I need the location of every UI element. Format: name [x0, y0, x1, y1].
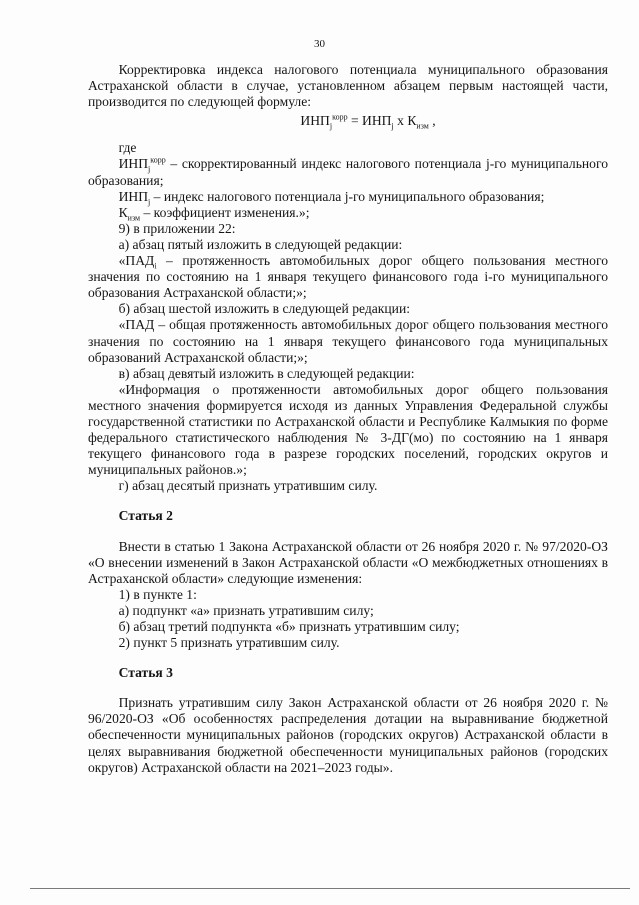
article-3-text: Признать утратившим силу Закон Астраханской области от 26 ноября 2020 г. № 96/2020-ОЗ «Об особенностях распределения дотации на выравнивание бюджетной обеспеченности муниципальных районов (городских округов) Астраханской области в целях выравнивания бюджетной обеспеченности муниципальных районов (городских округов) Астраханской области на 2021–2023 годы».	[88, 695, 608, 775]
quote-b: «ПАД – общая протяженность автомобильных дорог общего пользования местного значения по состоянию на 1 января текущего финансового года муниципальных образований Астраханской области;»;	[88, 317, 608, 365]
quote-a: «$ПАД_i$ – протяженность автомобильных дорог общего пользования местного значения по состоянию на 1 января текущего финансового года i-го муниципального образования Астраханской области;»;	[88, 253, 608, 301]
paragraph-correction: Корректировка индекса налогового потенциала муниципального образования Астраханской области в случае, установленном абзацем первым настоящей части, производится по следующей формуле:	[88, 62, 608, 110]
formula: $ИНП_j^{корр} = ИНП_j$ х $К_{изм}$ ,	[300, 112, 436, 131]
item-9: 9) в приложении 22:	[118, 220, 236, 236]
item-a: а) абзац пятый изложить в следующей редакции:	[118, 236, 403, 252]
where-label: где	[118, 140, 137, 156]
definition-index: $ИНП_j$ – индекс налогового потенциала j-го муниципального образования;	[118, 188, 545, 207]
article-2-intro: Внести в статью 1 Закона Астраханской области от 26 ноября 2020 г. № 97/2020-ОЗ «О внесении изменений в Закон Астраханской области «О межбюджетных отношениях в Астраханской области» следующие изменения:	[88, 538, 608, 586]
definition-corrected-index: $ИНП_j^{корр}$ – скорректированный индекс налогового потенциала j-го муниципального образования;	[88, 155, 608, 188]
bottom-divider	[30, 888, 630, 889]
quote-v: «Информация о протяженности автомобильных дорог общего пользования местного значения формируется исходя из данных Управления Федеральной службы государственной статистики по Астраханской области и Республике Калмыкия по форме федерального статистического наблюдения № 3-ДГ(мо) по состоянию на 1 января текущего финансового года в разрезе городских поселений, городских округов и муниципальных районов.»;	[88, 381, 608, 478]
article-2-item: 1) в пункте 1:	[118, 586, 197, 602]
item-g: г) абзац десятый признать утратившим силу.	[118, 478, 378, 494]
article-2-item: 2) пункт 5 признать утратившим силу.	[118, 635, 340, 651]
article-3-title: Статья 3	[118, 665, 173, 681]
item-v: в) абзац девятый изложить в следующей редакции:	[118, 365, 415, 381]
article-2-item: а) подпункт «а» признать утратившим силу;	[118, 602, 374, 618]
page-number: 30	[314, 38, 325, 50]
definition-coefficient: $К_{изм}$ – коэффициент изменения.»;	[118, 204, 310, 223]
item-b: б) абзац шестой изложить в следующей редакции:	[118, 301, 410, 317]
article-2-item: б) абзац третий подпункта «б» признать утратившим силу;	[118, 619, 460, 634]
article-2-title: Статья 2	[118, 508, 173, 524]
document-body	[88, 62, 608, 776]
